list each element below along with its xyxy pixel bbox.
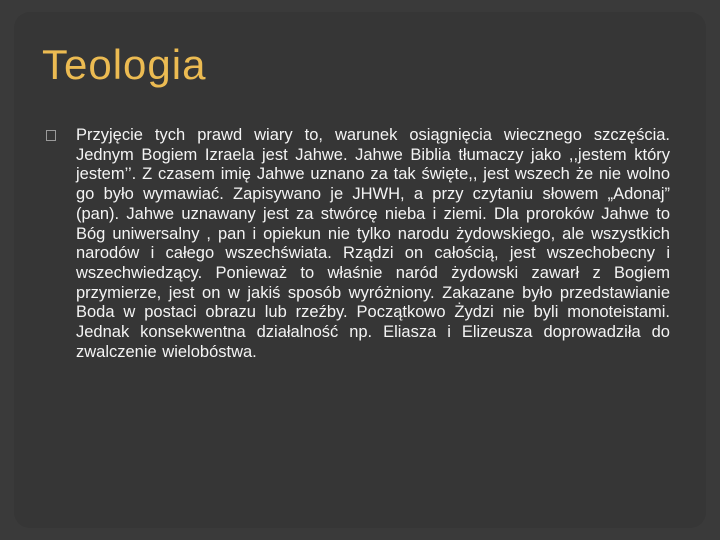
slide-title: Teologia (42, 41, 207, 88)
square-bullet-icon (46, 130, 56, 141)
bullet-text: Przyjęcie tych prawd wiary to, warunek osiągnięcia wiecznego szczęścia. Jednym Bogiem Izraela jest Jahwe. Jahwe Biblia tłumaczy jako ,,jestem który jestem’’. Z czasem imię Jahwe uznano za tak święte,, jest wszech że nie wolno go było wymawiać. Zapisywano je JHWH, a przy czytaniu słowem „Adonaj” (pan). Jahwe uznawany jest za stwórcę nieba i ziemi. Dla proroków Jahwe to Bóg uniwersalny , pan i opiekun nie tylko narodu żydowskiego, ale wszystkich narodów i całego wszechświata. Rządzi on całością, jest wszechobecny i wszechwiedzący. Ponieważ to właśnie naród żydowski zawarł z Bogiem przymierze, jest on w jakiś sposób wyróżniony. Zakazane było przedstawianie Boda w postaci obrazu lub rzeźby. Początkowo Żydzi nie byli monoteistami. Jednak konsekwentna działalność np. Eliasza i Elizeusza doprowadziła do zwalczenie wielobóstwa. (76, 126, 670, 361)
